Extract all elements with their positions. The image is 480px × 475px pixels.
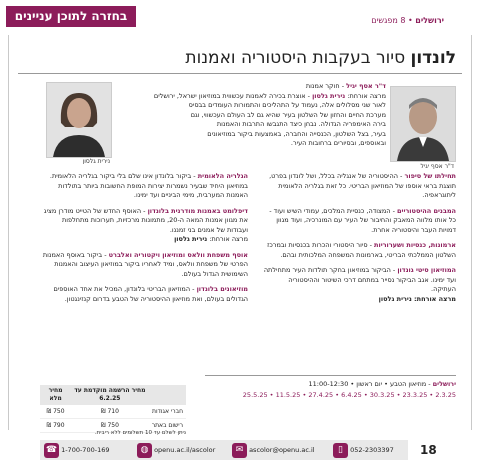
lecturer-photo [390, 86, 456, 162]
schedule-location [309, 380, 456, 388]
price-full: 790 ₪ [40, 419, 71, 433]
session-title: המוזיאון סיטי גונדון [397, 266, 456, 274]
schedule-divider [205, 375, 456, 376]
footer-phone-main-text: 1-700-700-169 [61, 446, 110, 454]
session-title: דיפלומט באמנות מודרנית בלונדון [147, 206, 248, 215]
session-description: - ההיסטוריה של אנגליה בכלל, ושל לונדון בפרט, תוצגת בראי אוספו של המוזיאון הבריטי. כל זאת בגלריה הלאומית ליתוגראפיה. [269, 172, 456, 199]
price-table [40, 385, 186, 433]
footer-email-text: ascolor@openu.ac.il [249, 446, 315, 454]
price-header-early: מחיר הרשמה מוקדמת עד 6.2.25 [71, 385, 149, 405]
session-item [262, 172, 456, 201]
guest-lecturer-photo [46, 82, 112, 158]
session-description: - ביקור בלונדון אינו שלם בלי ביקור בגלריה הלאומית. במוזיאון היחיד שבעיר נשמרות יצירות המופת החשובות ביותר בתולדות האמנות המערבית, מימי הביניים ועד ימינו. [49, 172, 248, 199]
bio-name: ד"ר אסף יגיל [346, 82, 386, 90]
title-divider [18, 73, 462, 74]
session-item [40, 285, 248, 304]
title-rest: סיור בעקבות היסטוריה ואמנות [185, 48, 411, 68]
back-to-toc-banner[interactable]: בחזרה לתוכן עניינים [6, 6, 136, 27]
session-lecturer [40, 235, 248, 245]
title-city: לונדון [410, 48, 456, 68]
session-description: - המצודה, כנסיית המלכים, עמודי השיש ועוד - כל אותו מלווה המאבק והחיבור של העיר עם המונרכיה, ועוד מגוון דמויות העבר והיסטוריה אחרת. [269, 206, 456, 234]
session-item [262, 266, 456, 295]
price-header-full: מחיר מלא [40, 385, 71, 405]
session-lecturer: מרצה אורחת: נירית גלסון [378, 294, 456, 303]
bio-block [118, 82, 386, 149]
bio-line: ובאוספים, ובסיורים ברחובות העיר. [290, 139, 386, 147]
phone-icon: ☎ [44, 443, 59, 458]
breadcrumb [371, 16, 444, 25]
session-item [40, 207, 248, 236]
breadcrumb-separator: • [405, 16, 416, 25]
bio-guest-role: - אוצרת בכירה לאמנות עכשווית במוזיאון ישראל, ירושלים [153, 91, 313, 100]
bio-line: בעיר, בצל השלטון, הכנסייה והחברה, באמצעות ביקור במוזיאונים [207, 129, 386, 138]
price-table-header-row [40, 385, 186, 405]
breadcrumb-category: 8 מפגשים [371, 16, 406, 25]
price-early: 750 ₪ [71, 419, 149, 433]
session-title: תחילתו של סיפור [404, 172, 456, 180]
session-description: - סיור היסטורי והכרות בכנסיות ובמרכז השלטון הממלכתי הבריטי, בארמונות המשפחה המלכותית ובהם. [267, 241, 456, 259]
session-description: - האוסף החדש של הטייט מודרן מציג את מגוון אמנות המאה ה-20, מתמונות מרכזיות, תערוכות מתחלפות ועבודות של אמנים בני זמננו. [43, 206, 248, 234]
session-title: מוזיאונים בלונדון [196, 285, 248, 293]
session-item [262, 241, 456, 260]
footer-website-link[interactable] [137, 443, 215, 458]
session-list-left [40, 172, 248, 304]
session-description: - הביקור במוזיאון בחקר תולדות העיר מתחילתה ועד ימינו. אגב הביקור נסייר במתחם דרכי השיטור וההיסטוריה העתיקה. [263, 266, 456, 293]
price-row-label: רישום באתר [149, 419, 186, 433]
footer-email-link[interactable] [232, 443, 315, 458]
session-lecturer-prefix: מרצה אורחת: [207, 235, 248, 243]
guest-lecturer-photo-caption: נירית גלסון [82, 158, 110, 165]
installments-note: ניתן לשלם עד 10 תשלומים ללא ריבית. [94, 430, 186, 436]
footer-phone-direct[interactable] [333, 443, 394, 458]
schedule-details: - מוזיאון הטבע • יום ראשון • 11:00-12:30 [308, 380, 433, 388]
schedule-city: ירושלים [432, 380, 456, 388]
session-description: - ביקור באוסף האמנות הפרטי של משפחת וולאס, ומיד לאחריו ביקור במוזיאון העיצוב והאמנות השימושית הגדול בעולם. [42, 250, 248, 278]
price-early: 710 ₪ [71, 405, 149, 419]
lecturer-photo-caption: ד"ר אסף יגיל [420, 163, 454, 170]
table-row [40, 405, 186, 419]
session-item [262, 207, 456, 236]
bio-line: מערכת החיים והחזון של השלטון בעיר שהיא גם לב העולם העכשווי, וגם [190, 110, 386, 119]
mobile-icon: ▯ [333, 443, 348, 458]
bio-heading [118, 82, 386, 92]
globe-icon: ◍ [137, 443, 152, 458]
session-title: אוסף משפחת וולאס ומוזיאון ויקטוריה ואלברט [108, 250, 248, 259]
page-title [185, 48, 456, 68]
session-title: ארמונות, כנסיות ושערוריות [374, 241, 456, 249]
bio-name-suffix: - חוקר אמנות [305, 82, 347, 90]
price-header-label [149, 385, 186, 405]
bio-line: בירה האימפריה הגדולה. נבחן כיצד התגבשו התרבות והאמנות [216, 120, 386, 128]
session-lecturer-name: נירית גלסון [174, 235, 208, 243]
session-list-right [262, 172, 456, 304]
margin-rule-right [471, 35, 472, 430]
session-title: המבנים ההיסטוריים [397, 206, 456, 215]
footer-website-text: openu.ac.il/ascolor [154, 446, 216, 454]
session-item [40, 172, 248, 201]
session-item [40, 251, 248, 280]
footer-phone-main[interactable] [44, 443, 109, 458]
bio-guest-name: נירית גלסון [312, 91, 346, 100]
bio-line: לאור שני מסלולים אלה, נעמוד על התהליכים והתמורות העומדים בבסיס [188, 101, 386, 109]
page-number: 18 [420, 443, 437, 457]
margin-rule-left [8, 35, 9, 430]
session-description: - המוזיאון הבריטי בלונדון, המכיל את אחד האוספים הגדולים בעולם, ואת מוזיאון ההיסטוריה של הטבע בדרום קנזינגטון. [53, 285, 248, 303]
bio-guest-prefix: מרצה אורחת: [345, 91, 386, 100]
breadcrumb-section: ירושלים [415, 16, 444, 25]
footer-phone-direct-text: 052-2303397 [350, 446, 394, 454]
price-row-label: חברי אגודות [149, 405, 186, 419]
session-title: הגלריה הלאומית [197, 172, 248, 180]
bio-guest [118, 92, 386, 102]
price-full: 750 ₪ [40, 405, 71, 419]
mail-icon: ✉ [232, 443, 247, 458]
schedule-dates: 25.5.25 • 11.5.25 • 27.4.25 • 6.4.25 • 30.3.25 • 23.3.25 • 2.3.25 [242, 391, 456, 399]
